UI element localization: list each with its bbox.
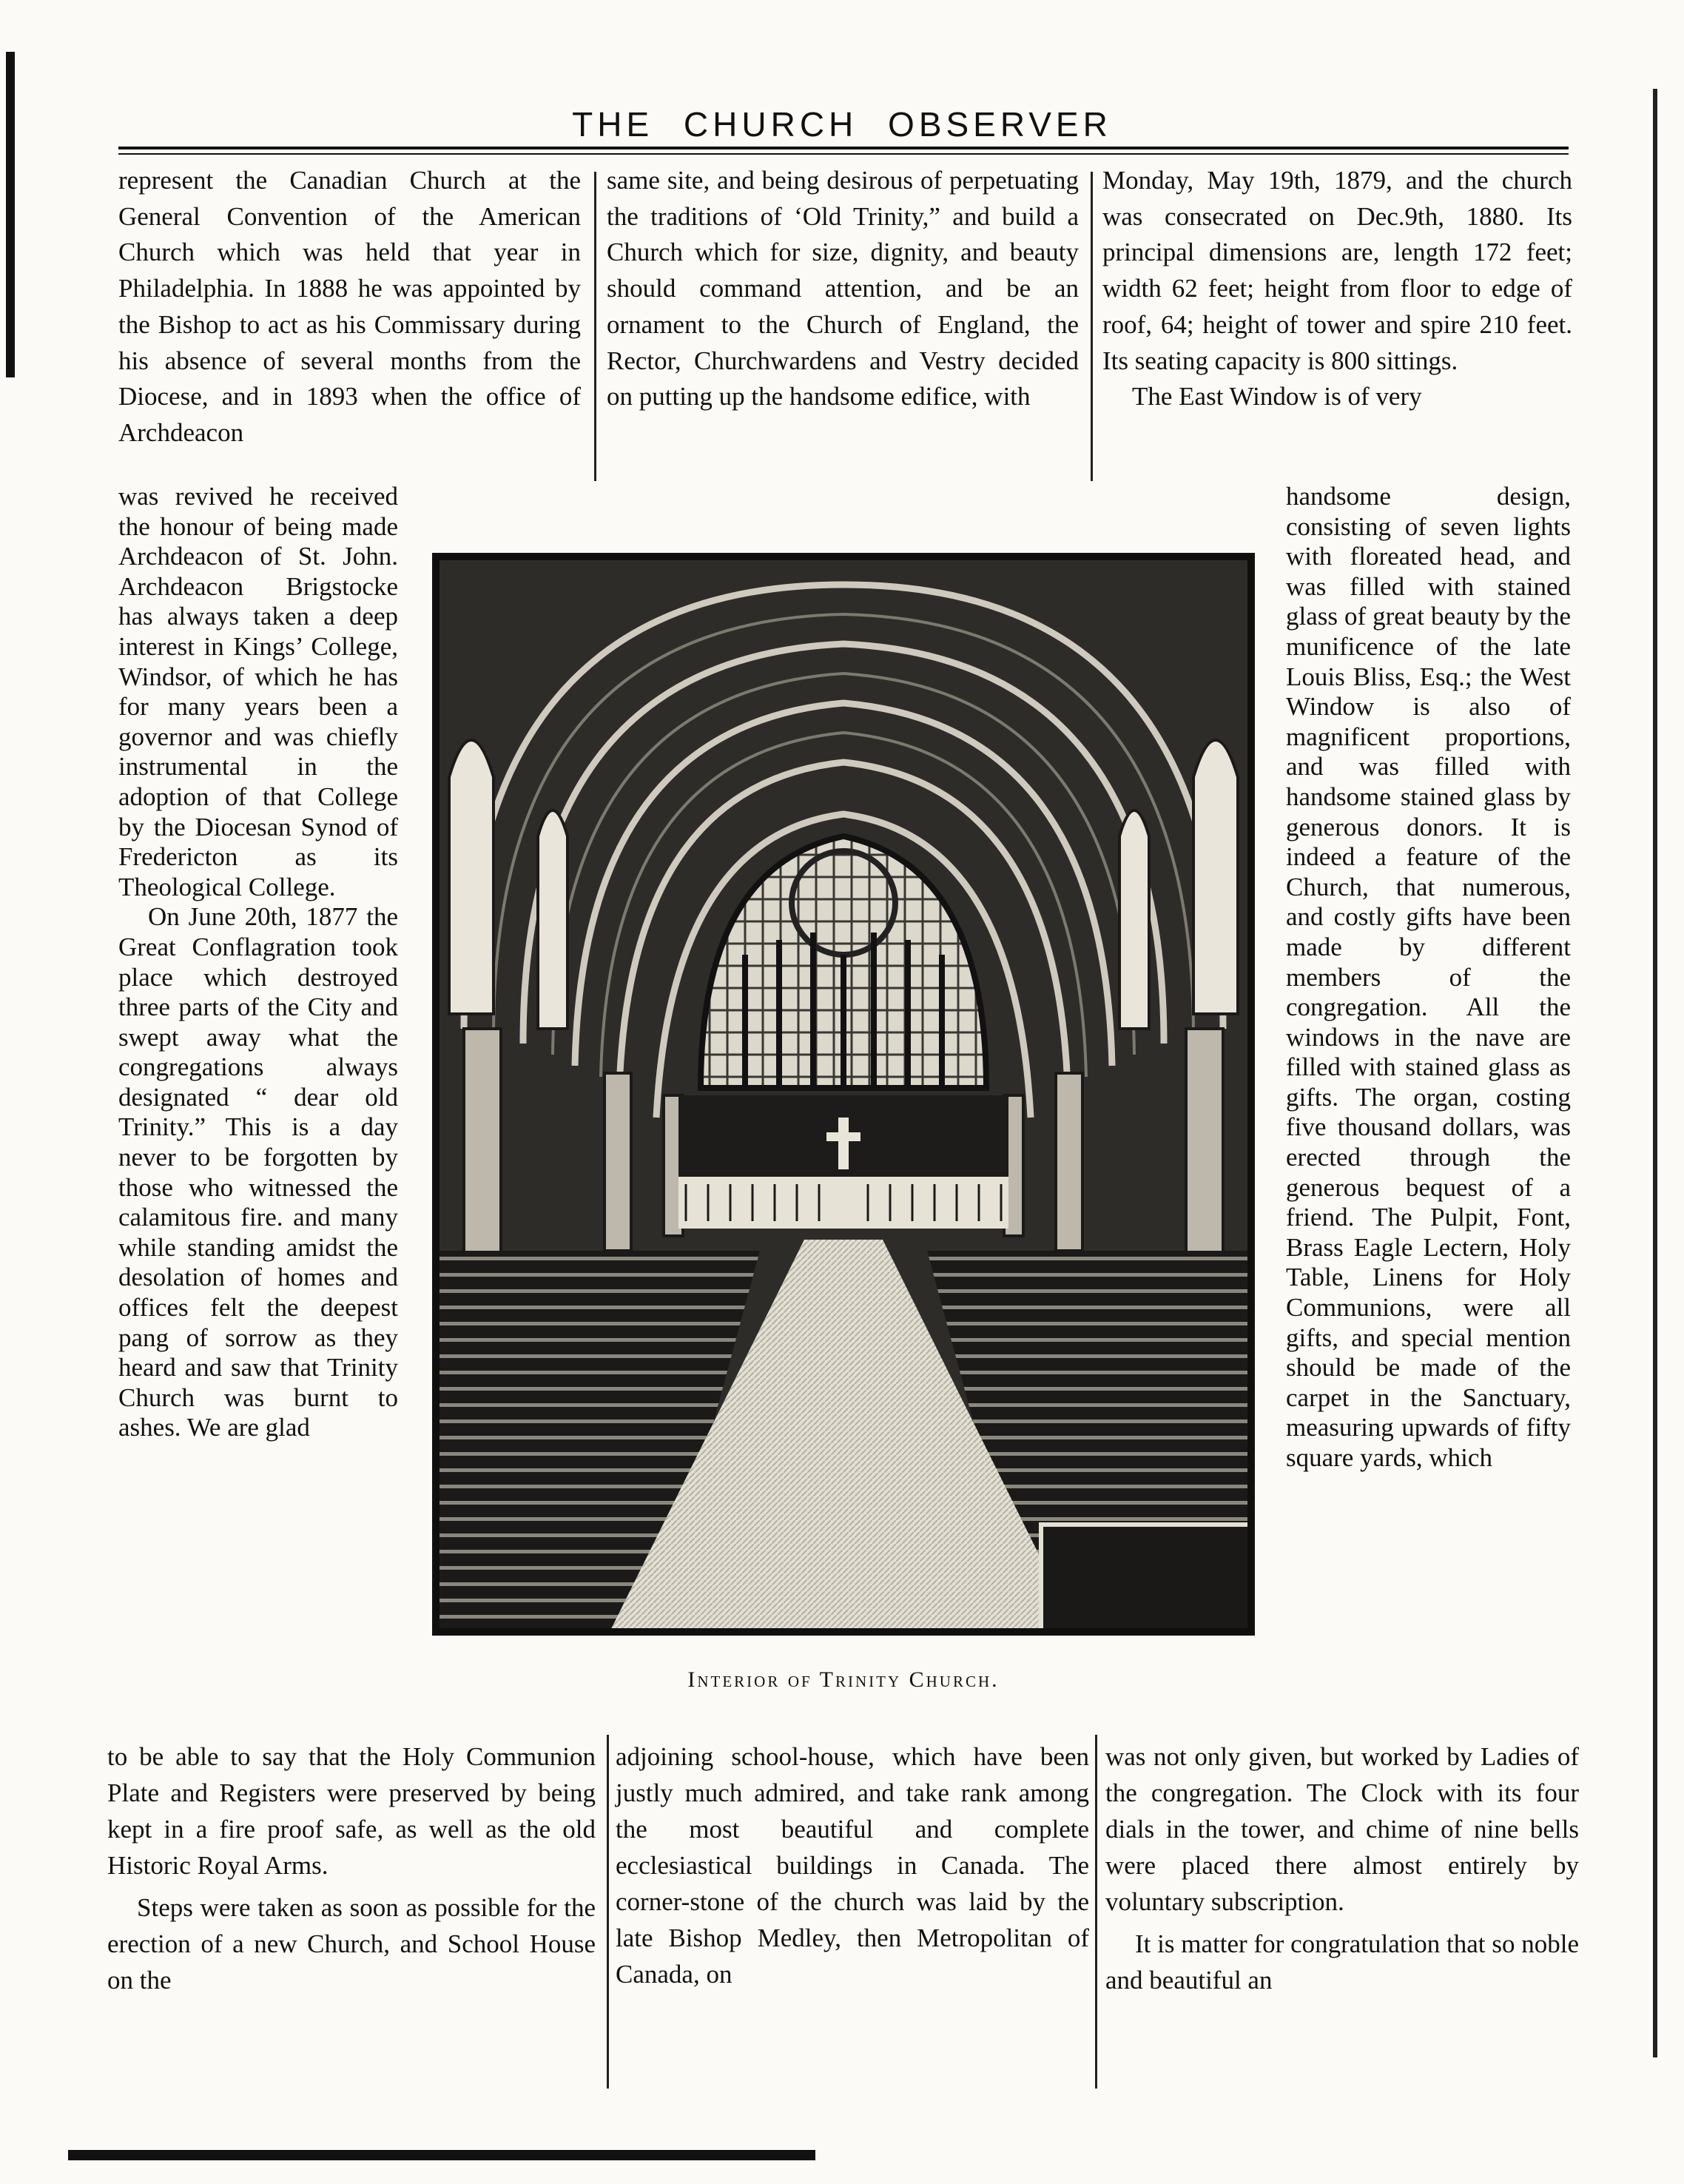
upper-col2-text: same site, and being desirous of perpetuating the traditions of ‘Old Trinity,” and build a Church which for size, dignity, and beauty should command attention, and be an ornament to the Church of England, the Rector, Churchwardens and Vestry decided on putting up the handsome edifice, with (607, 166, 1079, 411)
page-edge-shadow-right (1653, 89, 1657, 2057)
church-interior-illustration (432, 553, 1255, 1636)
upper-column-1 (118, 163, 581, 451)
lower-column-2 (616, 1738, 1089, 1992)
lower-col2-text: adjoining school-house, which have been justly much admired, and take rank among the most beautiful and complete ecclesiastical buildings in Canada. The corner-stone of the church was laid by the late Bishop Medley, then Metropolitan of Canada, on (616, 1742, 1089, 1989)
left-narrow-para-1: was revived he received the honour of being made Archdeacon of St. John. Archdeacon Brigstocke has always taken a deep interest in Kings’ College, Windsor, of which he has for many years been a governor and was chiefly instrumental in the adoption of that College by the Diocesan Synod of Fredericton as its Theological College. (118, 482, 398, 901)
page-edge-shadow (6, 52, 15, 377)
left-narrow-column (118, 482, 398, 1443)
right-narrow-text: handsome design, consisting of seven lights with floreated head, and was filled with stained glass of great beauty by the munificence of the late Louis Bliss, Esq.; the West Window is also of magnificent proportions, and was filled with handsome stained glass by generous donors. It is indeed a feature of the Church, that numerous, and costly gifts have been made by different members of the congregation. All the windows in the nave are filled with stained glass as gifts. The organ, costing five thousand dollars, was erected through the generous bequest of a friend. The Pulpit, Font, Brass Eagle Lectern, Holy Table, Linens for Holy Communions, were all gifts, and special mention should be made of the carpet in the Sanctuary, measuring upwards of fifty square yards, which (1286, 482, 1571, 1472)
masthead-title: THE CHURCH OBSERVER (572, 105, 1112, 144)
upper-col1-text: represent the Canadian Church at the General Convention of the American Church which was held that year in Philadelphia. In 1888 he was appointed by the Bishop to act as his Commissary during his absence of several months from the Diocese, and in 1893 when the office of Archdeacon (118, 166, 581, 447)
lower-col3-para-2: It is matter for congratulation that so noble and beautiful an (1105, 1929, 1579, 1995)
church-interior-engraving (434, 555, 1253, 1633)
upper-column-3 (1102, 163, 1572, 415)
right-narrow-column (1286, 482, 1571, 1474)
lower-column-1 (107, 1738, 596, 1998)
upper-column-2 (607, 163, 1079, 415)
masthead-rule (118, 147, 1569, 149)
figure-caption: Interior of Trinity Church. (687, 1667, 1000, 1692)
column-divider (1091, 172, 1093, 481)
column-divider (1095, 1735, 1097, 2089)
masthead-rule-thin (118, 153, 1569, 155)
left-narrow-para-2: On June 20th, 1877 the Great Conflagration took place which destroyed three parts of the City and swept away what the congregations always designated “ dear old Trinity.” This is a day never to be forgotten by those who witnessed the calamitous fire. and many while standing amidst the desolation of homes and offices felt the deepest pang of sorrow as they heard and saw that Trinity Church was burnt to ashes. We are glad (118, 902, 398, 1442)
east-window-lead: The East Window is of very (1132, 382, 1422, 411)
column-divider (594, 172, 596, 481)
lower-col1-para-2: Steps were taken as soon as possible for the erection of a new Church, and School House on the (107, 1893, 596, 1995)
lower-column-3 (1105, 1738, 1579, 1998)
bottom-rule (68, 2150, 815, 2160)
upper-col3-text: Monday, May 19th, 1879, and the church was consecrated on Dec.9th, 1880. Its principal dimensions are, length 172 feet; width 62 feet; height from floor to edge of roof, 64; height of tower and spire 210 feet. Its seating capacity is 800 sittings. (1102, 166, 1572, 375)
lower-col1-para-1: to be able to say that the Holy Communion Plate and Registers were preserved by being kept in a fire proof safe, as well as the old Historic Royal Arms. (107, 1742, 596, 1880)
column-divider (607, 1735, 609, 2089)
lower-col3-para-1: was not only given, but worked by Ladies of the congregation. The Clock with its four dials in the tower, and chime of nine bells were placed there almost entirely by voluntary subscription. (1105, 1742, 1579, 1916)
